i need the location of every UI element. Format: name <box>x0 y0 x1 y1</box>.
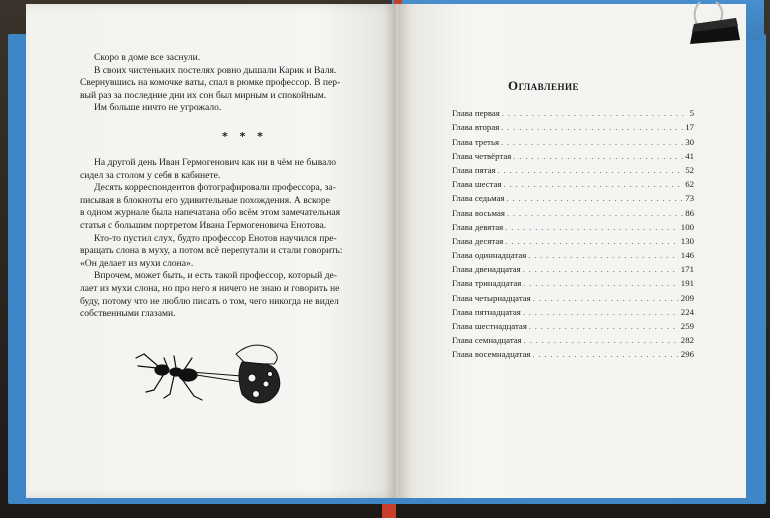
text-line: писывая в блокноты его удивительные похождения. А вскоре <box>80 194 330 206</box>
toc-entry <box>452 331 694 345</box>
toc-chapter-label: Глава одиннадцатая <box>452 250 527 261</box>
toc-page-number: 171 <box>680 264 694 275</box>
toc-page-number: 282 <box>680 335 694 346</box>
toc-leader-dots <box>533 294 679 303</box>
toc-entry <box>452 274 694 288</box>
text-line: Свернувшись на комочке ваты, спал в рюмке профессор. В пер- <box>80 77 341 89</box>
toc-page-number: 100 <box>680 221 694 232</box>
paragraph-block-1 <box>80 52 340 115</box>
toc-page-number: 73 <box>685 193 694 204</box>
toc-page-number: 52 <box>685 164 694 175</box>
toc-entry <box>452 260 694 274</box>
toc-entry <box>452 218 694 232</box>
toc-page-number: 86 <box>685 207 694 218</box>
binder-clip-icon <box>686 0 742 44</box>
toc-entry <box>452 317 694 331</box>
text-line: Впрочем, может быть, и есть такой профессор, который де- <box>94 270 337 282</box>
toc-page-number: 41 <box>685 150 694 161</box>
toc-chapter-label: Глава седьмая <box>452 193 505 204</box>
toc-leader-dots <box>513 152 683 161</box>
toc-entry <box>452 345 694 359</box>
toc-page-number: 224 <box>680 306 694 317</box>
toc-page-number: 62 <box>685 179 694 190</box>
toc-page-number: 130 <box>680 235 694 246</box>
toc-leader-dots <box>523 308 679 317</box>
text-line: Скоро в доме все заснули. <box>94 52 201 63</box>
toc-chapter-label: Глава девятая <box>452 221 504 232</box>
toc-leader-dots <box>505 237 678 246</box>
toc-page-number: 30 <box>685 136 694 147</box>
toc-page-number: 17 <box>685 122 694 133</box>
toc-chapter-label: Глава третья <box>452 136 500 147</box>
toc-leader-dots <box>523 279 679 288</box>
text-line: вый раз за последние дни их сон был мирным и спокойным. <box>80 89 327 101</box>
toc-entry <box>452 104 694 118</box>
toc-leader-dots <box>504 180 684 189</box>
text-line: в одном журнале была напечатана обо всём этом замечательная <box>80 207 341 219</box>
toc-entry <box>452 161 694 175</box>
toc-leader-dots <box>507 194 684 203</box>
text-line: Десять корреспондентов фотографировали профессора, за- <box>94 182 336 194</box>
text-line: буду, потому что не люблю писать о том, чего никогда не видел <box>80 295 339 307</box>
left-page <box>26 4 398 498</box>
toc-leader-dots <box>501 123 683 132</box>
text-line: Кто-то пустил слух, будто профессор Енотов научился пре- <box>94 232 337 244</box>
toc-chapter-label: Глава семнадцатая <box>452 335 522 346</box>
toc-chapter-label: Глава четвёртая <box>452 150 512 161</box>
toc-leader-dots <box>528 251 679 260</box>
toc-entry <box>452 175 694 189</box>
text-line: На другой день Иван Гермогенович как ни в чём не бывало <box>94 157 337 168</box>
toc-leader-dots <box>532 350 678 359</box>
toc-title: Оглавление <box>508 78 580 93</box>
toc-chapter-label: Глава десятая <box>452 235 504 246</box>
table-of-contents <box>452 104 694 359</box>
toc-entry <box>452 118 694 132</box>
toc-chapter-label: Глава вторая <box>452 122 500 133</box>
text-line: Им больше ничто не угрожало. <box>94 102 222 114</box>
toc-chapter-label: Глава двенадцатая <box>452 264 521 275</box>
toc-entry <box>452 203 694 217</box>
text-line: лает из мухи слона, но про него я ничего не знаю и говорить не <box>80 282 340 294</box>
toc-entry <box>452 232 694 246</box>
right-page <box>398 4 746 498</box>
toc-chapter-label: Глава восьмая <box>452 207 505 218</box>
text-line: вращать слона в муху, а потом всё перепутали и стали говорить: <box>80 245 343 257</box>
toc-entry <box>452 246 694 260</box>
toc-entry <box>452 288 694 302</box>
toc-leader-dots <box>523 265 679 274</box>
toc-entry <box>452 147 694 161</box>
text-line: статья с большим портретом Ивана Гермогеновича Енотова. <box>80 219 327 231</box>
text-line: «Он делает из мухи слона». <box>80 257 194 269</box>
toc-chapter-label: Глава четырнадцатая <box>452 292 531 303</box>
toc-chapter-label: Глава шестая <box>452 179 502 190</box>
toc-leader-dots <box>505 223 679 232</box>
toc-page-number: 5 <box>689 108 694 119</box>
toc-entry <box>452 303 694 317</box>
toc-page-number: 191 <box>680 278 694 289</box>
toc-leader-dots <box>529 322 679 331</box>
toc-leader-dots <box>507 209 683 218</box>
ant-illustration <box>124 334 294 414</box>
toc-chapter-label: Глава пятнадцатая <box>452 306 521 317</box>
toc-chapter-label: Глава шестнадцатая <box>452 321 527 331</box>
toc-leader-dots <box>524 336 679 345</box>
toc-page-number: 209 <box>680 292 694 303</box>
toc-entry <box>452 189 694 203</box>
toc-leader-dots <box>501 138 683 147</box>
section-separator: * * * <box>222 130 267 143</box>
paragraph-block-2 <box>80 157 342 321</box>
toc-page-number: 259 <box>680 321 694 331</box>
bookmark-ribbon-end <box>382 504 396 518</box>
text-line: В своих чистеньких постелях ровно дышали Карик и Валя. <box>94 64 337 76</box>
toc-leader-dots <box>502 109 688 118</box>
toc-leader-dots <box>498 166 684 175</box>
toc-chapter-label: Глава первая <box>452 108 500 119</box>
toc-chapter-label: Глава тринадцатая <box>452 278 522 289</box>
toc-page-number: 296 <box>680 349 694 360</box>
toc-entry <box>452 132 694 146</box>
text-line: сидел за столом у себя в кабинете. <box>80 169 221 181</box>
text-line: собственными глазами. <box>80 308 176 320</box>
toc-chapter-label: Глава пятая <box>452 164 496 175</box>
toc-chapter-label: Глава восемнадцатая <box>452 349 531 360</box>
toc-page-number: 146 <box>680 250 694 261</box>
